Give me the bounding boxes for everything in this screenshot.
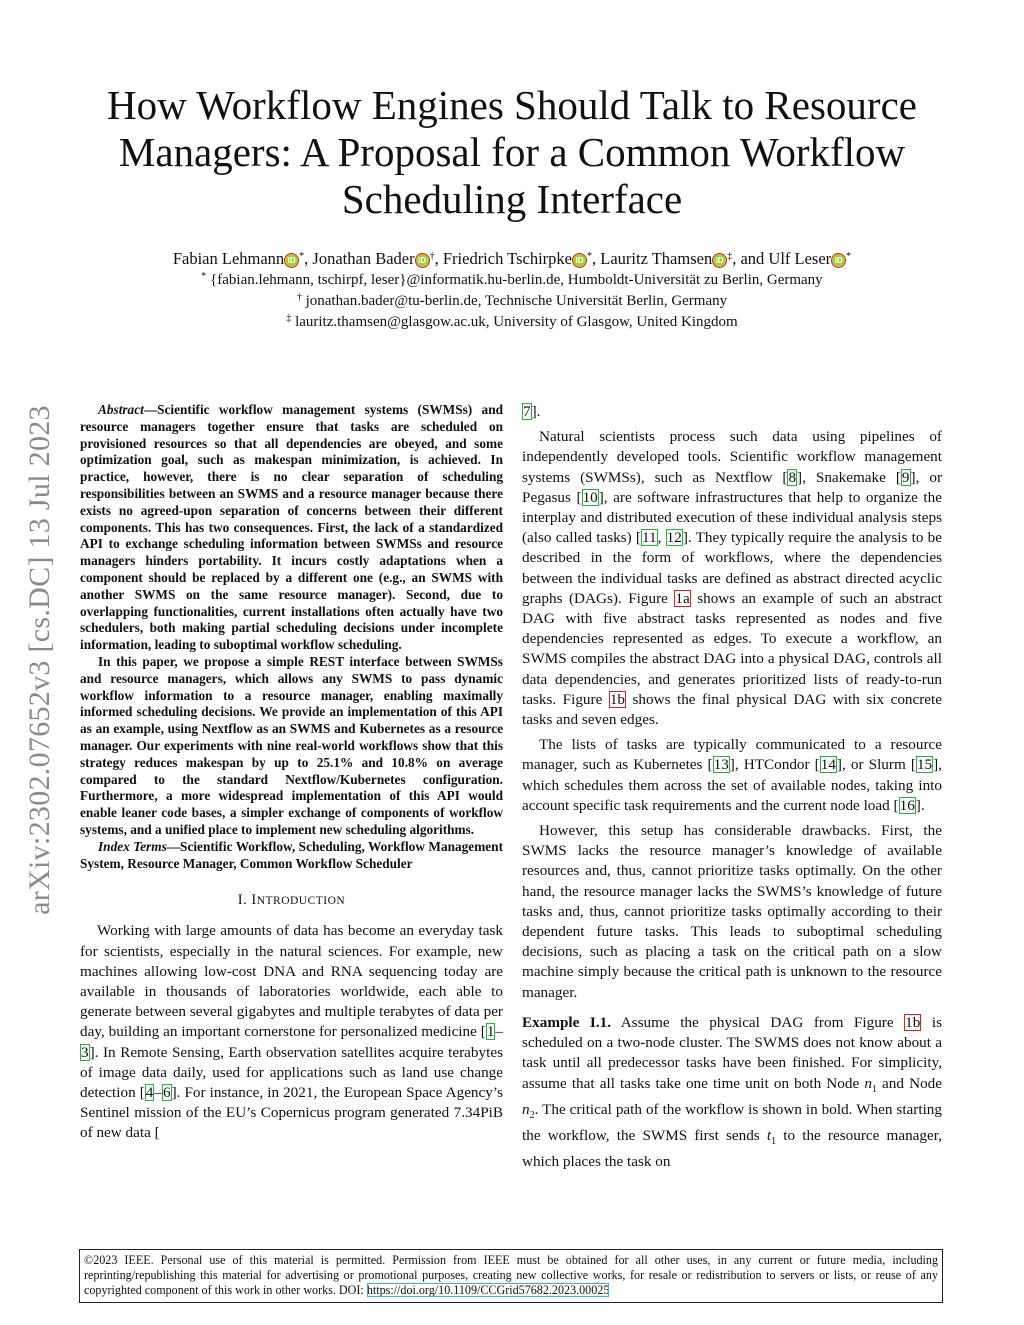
orcid-icon[interactable]: iD [832, 254, 845, 267]
affiliation-line [60, 271, 964, 290]
abstract-text: Scientific workflow management systems (SWMSs) and resource managers together ensure that tasks are scheduled on provisioned resources so that all dependencies are obeyed, and some optimization goal, such as makespan minimization, is achieved. In practice, however, there is no clear separation of scheduling responsibilities between an SWMS and a resource manager because there exists no agreed-upon separation of concerns between their different components. This has two consequences. First, the lack of a standardized API to exchange scheduling information between SWMSs and resource managers hinders portability. It incurs costly adaptations when a component should be replaced by a different one (e.g., an SWMS with another SWMS on the same resource manager). Second, due to overlapping functionalities, current installations often actually have two schedulers, both making partial scheduling decisions under incomplete information, leading to suboptimal workflow scheduling. [80, 402, 503, 653]
example-label: Example I.1. [522, 1013, 612, 1031]
citation-link[interactable]: 13 [713, 756, 729, 774]
math-node-n1 [864, 1074, 877, 1095]
introduction-left [80, 921, 503, 1143]
author-separator: , [304, 249, 313, 268]
paragraph [522, 735, 942, 816]
paragraph-text: Natural scientists process such data using pipelines of independently developed tools. Scientific workflow management systems (SWMSs), such as Nextflow [ [522, 428, 942, 486]
range-dash: – [154, 1083, 162, 1101]
citation-link[interactable]: 11 [641, 529, 657, 547]
copyright-notice [79, 1249, 943, 1303]
paragraph-text: and Node [876, 1074, 943, 1092]
affiliation-text: {fabian.lehmann, tschirpf, leser}@informatik.hu-berlin.de, Humboldt-Universität zu Berlin, Germany [210, 272, 823, 288]
paragraph-text: ], which schedules them across the set of available nodes, taking into account specific task requirements and the current node load [ [522, 756, 942, 814]
section-number: I. [237, 892, 248, 909]
math-variable: n [522, 1100, 530, 1118]
left-column [80, 402, 503, 1149]
section-first-letter: I [251, 892, 257, 909]
citation-link[interactable]: 14 [820, 756, 836, 774]
paragraph-text: ]. For instance, in 2021, the European Space Agency’s Sentinel mission of the EU’s Copernicus program generated 7.34PiB of new data [ [80, 1083, 503, 1142]
paragraph-text: shows an example of such an abstract DAG with five abstract tasks represented as nodes and five dependencies represented as edges. To execute a workflow, an SWMS compiles the abstract DAG into a physical DAG, controls all data dependencies, and generates prioritized lists of ready-to-run tasks. Figure [522, 589, 942, 708]
citation-link[interactable]: 8 [788, 468, 797, 486]
citation-link[interactable]: 7 [523, 403, 531, 420]
citation-link[interactable]: 3 [81, 1043, 89, 1061]
section-heading-introduction [80, 892, 503, 909]
paragraph-text: . The critical path of the workflow is shown in bold. When starting the workflow, the SWMS first sends [522, 1100, 942, 1144]
paragraph-text: ]. [915, 796, 925, 814]
section-title-rest: NTRODUCTION [256, 895, 346, 908]
orcid-icon[interactable]: iD [416, 254, 429, 267]
abstract-text: In this paper, we propose a simple REST interface between SWMSs and resource managers, which allows any SWMS to pass dynamic workflow information to a resource manager, enabling maximally informed scheduling decisions. We provide an implementation of this API as an example, using Nextflow as an SWMS and Kubernetes as a resource manager. Our experiments with nine real-world workflows show that this strategy reduces makespan by up to 25.1% and 10.8% on average compared to the standard Nextflow/Kubernetes configuration. Furthermore, a more widespread implementation of this API would enable leaner code bases, a simpler exchange of components of workflow systems, and a unified place to implement new scheduling algorithms. [80, 653, 503, 837]
author-list [60, 248, 964, 269]
citation-separator: , [657, 529, 666, 547]
paragraph [522, 427, 942, 730]
title-line: How Workflow Engines Should Talk to Resource [107, 82, 917, 128]
author-name: Jonathan Bader [312, 249, 415, 268]
abstract [80, 402, 503, 872]
abstract-dash: — [143, 402, 158, 417]
abstract-paragraph [80, 654, 503, 839]
citation-link[interactable]: 4 [145, 1083, 154, 1101]
author-separator: , [434, 249, 443, 268]
paper-title [60, 82, 964, 223]
paragraph-text: However, this setup has considerable drawbacks. First, the SWMS lacks the resource manager’s knowledge of available resources and, thus, cannot prioritize tasks optimally. On the other hand, the resource manager lacks the SWMS’s knowledge of future tasks and, thus, cannot prioritize tasks optimally according to their dependent future tasks. This leads to suboptimal scheduling decisions, such as placing a task on the critical path on a slow machine simply because the critical path is unknown to the resource manager. [522, 822, 942, 1001]
citation-link[interactable]: 1 [486, 1023, 495, 1041]
paragraph-text: to the resource manager, which places the task on [522, 1126, 942, 1171]
math-subscript: 2 [529, 1109, 535, 1121]
author-name: Lauritz Thamsen [600, 249, 713, 268]
figure-reference-link[interactable]: 1b [609, 690, 626, 708]
paragraph-text: ]. In Remote Sensing, Earth observation satellites acquire terabytes of image data daily, used for applications such as land use change detection [ [80, 1043, 503, 1101]
paragraph-text: shows the final physical DAG with six concrete tasks and seven edges. [522, 690, 943, 729]
paragraph-text: The lists of tasks are typically communicated to a resource manager, such as Kubernetes [ [522, 736, 942, 774]
author-name: Friedrich Tschirpke [442, 249, 572, 268]
affiliation-line [60, 313, 964, 332]
range-dash: – [495, 1023, 503, 1041]
author-name: Fabian Lehmann [172, 249, 285, 268]
abstract-label: Abstract [98, 402, 144, 417]
paragraph-text: ]. They typically require the analysis to be described in the form of workflows, where the dependencies between the individual tasks are defined as abstract directed acyclic graphs (DAGs). Figure [522, 529, 942, 607]
arxiv-identifier [12, 360, 68, 960]
orcid-icon[interactable]: iD [573, 254, 586, 267]
example-paragraph [522, 1013, 942, 1173]
author-separator: , and [732, 249, 769, 268]
affiliation-mark: * [587, 251, 592, 262]
index-terms-label: Index Terms [98, 838, 167, 854]
author-name: Ulf Leser [768, 249, 832, 268]
copyright-text: ©2023 IEEE. Personal use of this material is permitted. Permission from IEEE must be obtained for all other uses, in any current or future media, including reprinting/republishing this material for advertising or promotional purposes, creating new collective works, for resale or redistribution to servers or lists, or reuse of any copyrighted component of this work in other works. DOI: [84, 1253, 938, 1298]
introduction-right [522, 402, 942, 1172]
affiliation-mark: * [846, 251, 852, 262]
paragraph-text: Working with large amounts of data has become an everyday task for scientists, especially in the natural sciences. For example, new machines allowing low-cost DNA and RNA sequencing today are available in thousands of laboratories worldwide, each able to generate between several gigabytes and multiple terabytes of data per day, building an important cornerstone for personalized medicine [ [80, 922, 503, 1041]
math-task-t1 [766, 1126, 777, 1147]
affiliation-line [60, 292, 964, 311]
index-terms-dash: — [166, 838, 181, 854]
math-variable: t [766, 1126, 772, 1144]
paragraph-text: is scheduled on a two-node cluster. The SWMS does not know about a task until all predecessor tasks have been finished. For simplicity, assume that all tasks take one time unit on both Node [522, 1013, 942, 1092]
paragraph-text: ], are software infrastructures that help to organize the interplay and distributed execution of these individual analysis steps (also called tasks) [ [522, 488, 942, 547]
math-subscript: 1 [871, 1083, 877, 1095]
affiliation-mark: † [296, 292, 302, 303]
citation-link[interactable]: 15 [916, 756, 933, 774]
abstract-paragraph [80, 402, 503, 654]
affiliation-mark: ‡ [727, 251, 733, 262]
index-terms [80, 839, 503, 873]
doi-link[interactable]: https://doi.org/10.1109/CCGrid57682.2023.00025 [366, 1283, 610, 1298]
orcid-icon[interactable]: iD [713, 254, 726, 267]
math-node-n2 [522, 1100, 535, 1121]
paragraph [80, 921, 503, 1143]
affiliation-mark: † [429, 251, 435, 262]
title-line: Managers: A Proposal for a Common Workflow [118, 129, 906, 175]
affiliation-mark: * [201, 271, 207, 282]
affiliation-mark: ‡ [286, 313, 292, 324]
affiliation-mark: * [299, 251, 305, 262]
arxiv-identifier-text: arXiv:2302.07652v3 [cs.DC] 13 Jul 2023 [23, 405, 57, 915]
citation-link[interactable]: 6 [162, 1083, 171, 1101]
math-variable: n [864, 1074, 872, 1092]
figure-reference-link[interactable]: 1a [675, 589, 690, 607]
paragraph-text: ], HTCondor [ [729, 756, 820, 774]
affiliation-text: jonathan.bader@tu-berlin.de, Technische Universität Berlin, Germany [305, 293, 728, 309]
citation-link[interactable]: 10 [582, 488, 598, 506]
math-subscript: 1 [771, 1136, 777, 1147]
paragraph-text: ], Snakemake [ [797, 468, 901, 486]
index-terms-text: Scientific Workflow, Scheduling, Workflow Management System, Resource Manager, Common Workflow Scheduler [80, 838, 503, 871]
affiliation-text: lauritz.thamsen@glasgow.ac.uk, University of Glasgow, United Kingdom [295, 314, 738, 330]
paragraph-text: ], or Pegasus [ [522, 468, 942, 506]
paragraph-text: Assume the physical DAG from Figure [611, 1013, 905, 1031]
figure-reference-link[interactable]: 1b [905, 1013, 921, 1031]
citation-link[interactable]: 16 [899, 796, 915, 814]
citation-link[interactable]: 12 [666, 529, 682, 547]
right-column [522, 402, 942, 1177]
paragraph-text: ]. [531, 403, 541, 420]
title-line: Scheduling Interface [341, 176, 683, 222]
paragraph-text: ], or Slurm [ [836, 756, 916, 774]
orcid-icon[interactable]: iD [285, 254, 298, 267]
paragraph [522, 821, 942, 1003]
author-separator: , [592, 249, 601, 268]
citation-link[interactable]: 9 [901, 468, 910, 486]
paragraph-continued [522, 402, 942, 422]
